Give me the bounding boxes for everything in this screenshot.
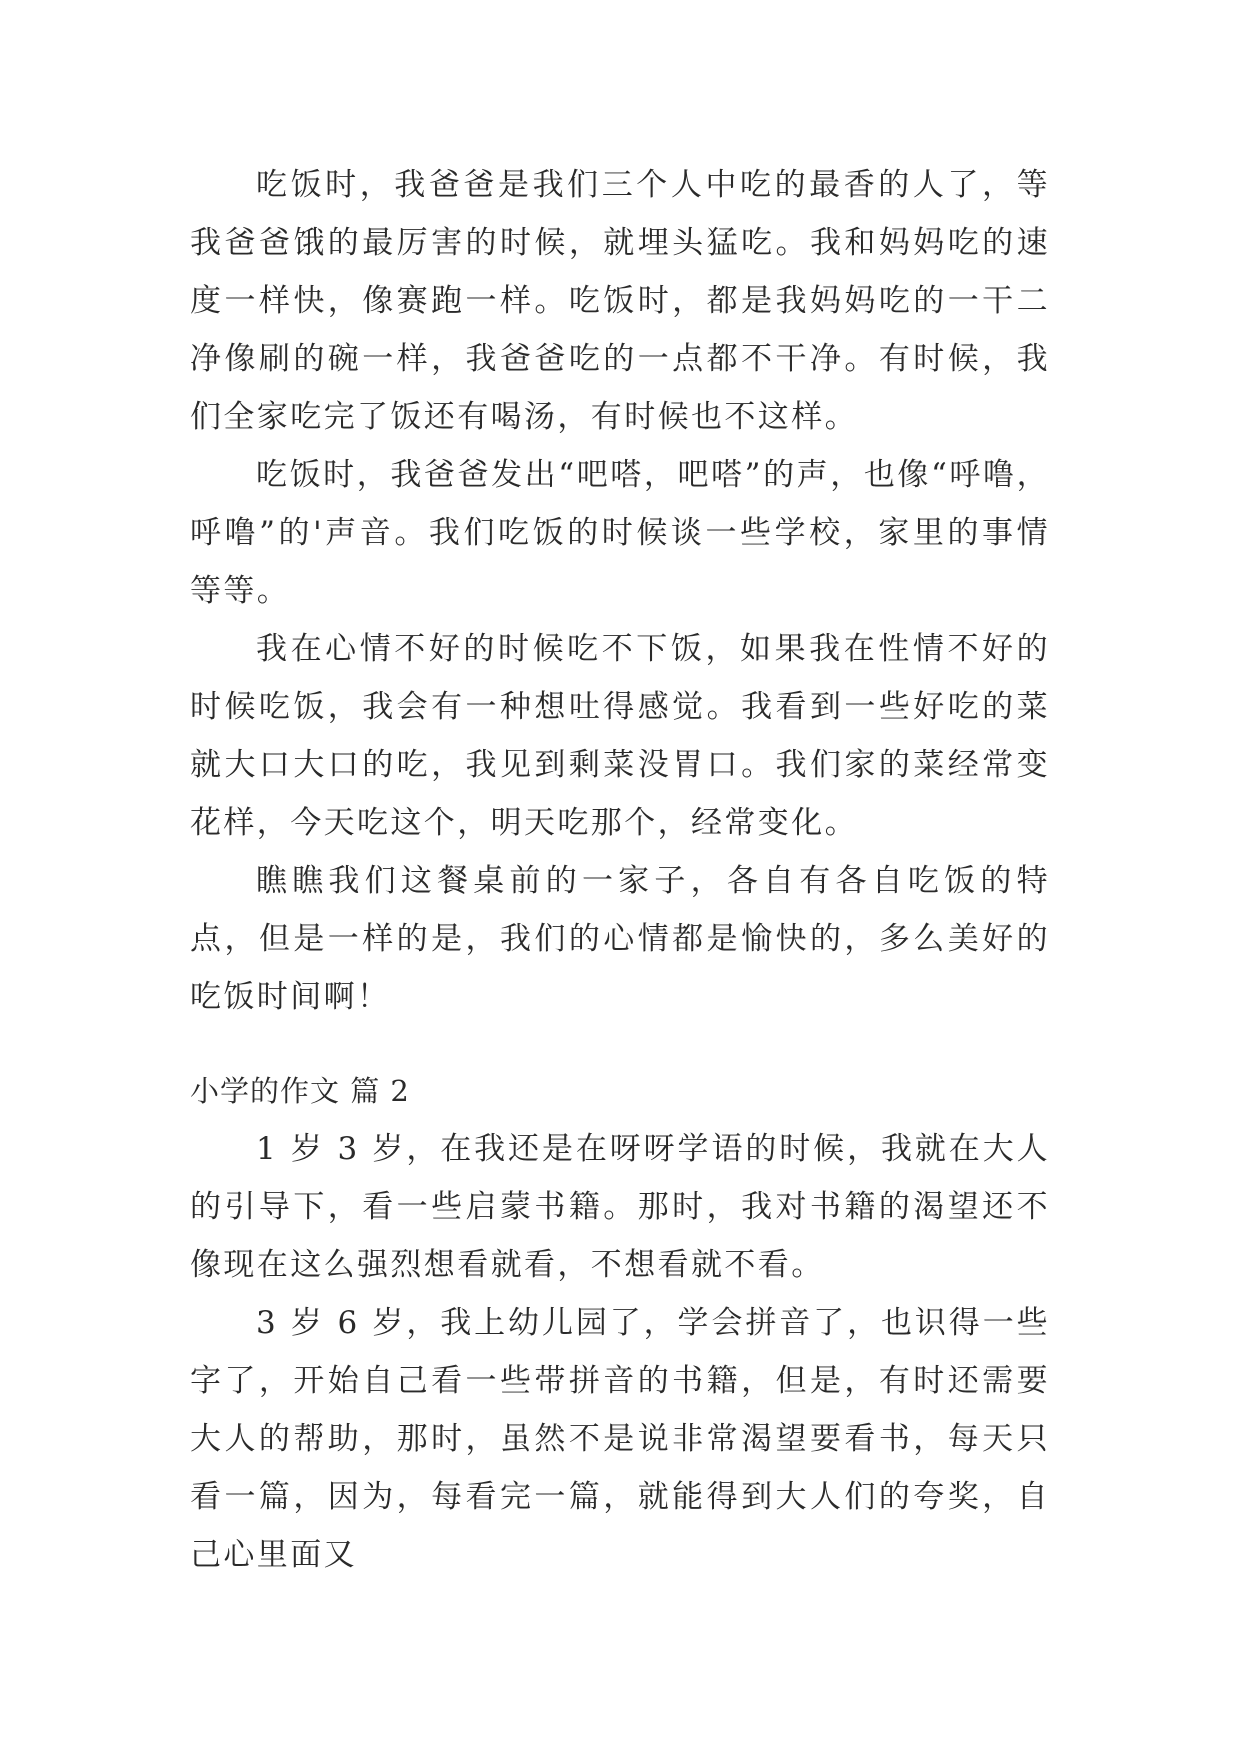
- paragraph: 瞧瞧我们这餐桌前的一家子，各自有各自吃饭的特点，但是一样的是，我们的心情都是愉快的，多么美好的吃饭时间啊！: [190, 863, 1050, 1015]
- paragraph: 吃饭时，我爸爸发出“吧嗒，吧嗒”的声，也像“呼噜，呼噜”的'声音。我们吃饭的时候谈一些学校，家里的事情等等。: [190, 457, 1050, 609]
- paragraph: 3 岁 6 岁，我上幼儿园了，学会拼音了，也识得一些字了，开始自己看一些带拼音的书籍，但是，有时还需要大人的帮助，那时，虽然不是说非常渴望要看书，每天只看一篇，因为，每看完一篇，就能得到大人们的夸奖，自己心里面又: [190, 1305, 1050, 1573]
- document-page: [190, 156, 1050, 1584]
- paragraph: 我在心情不好的时候吃不下饭，如果我在性情不好的时候吃饭，我会有一种想吐得感觉。我看到一些好吃的菜就大口大口的吃，我见到剩菜没胃口。我们家的菜经常变花样，今天吃这个，明天吃那个，经常变化。: [190, 631, 1050, 841]
- paragraph: 吃饭时，我爸爸是我们三个人中吃的最香的人了，等我爸爸饿的最厉害的时候，就埋头猛吃。我和妈妈吃的速度一样快，像赛跑一样。吃饭时，都是我妈妈吃的一干二净像刷的碗一样，我爸爸吃的一点都不干净。有时候，我们全家吃完了饭还有喝汤，有时候也不这样。: [190, 167, 1050, 435]
- section-title: 小学的作文 篇 2: [190, 1074, 410, 1108]
- paragraph: 1 岁 3 岁，在我还是在呀呀学语的时候，我就在大人的引导下，看一些启蒙书籍。那时，我对书籍的渴望还不像现在这么强烈想看就看，不想看就不看。: [190, 1131, 1050, 1283]
